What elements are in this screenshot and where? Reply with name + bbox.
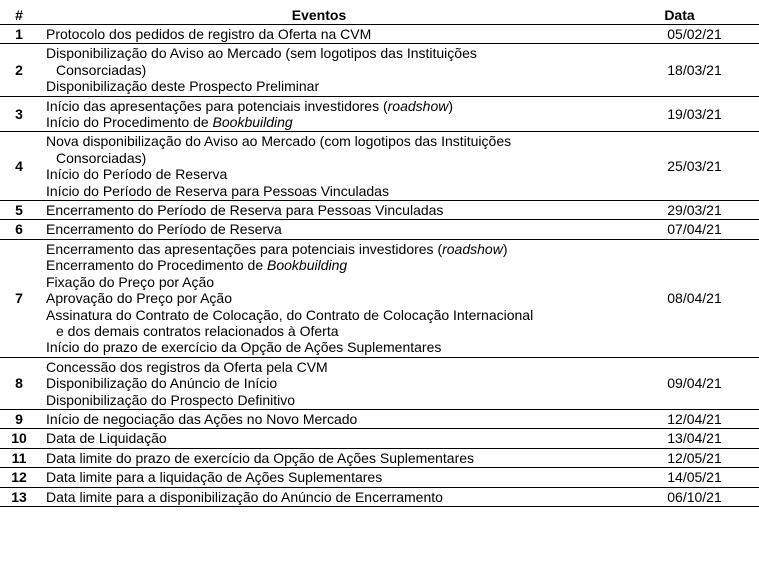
event-line xyxy=(46,469,596,485)
event-description xyxy=(38,468,600,487)
event-date: 12/04/21 xyxy=(600,409,759,428)
event-date: 07/04/21 xyxy=(600,220,759,239)
event-line xyxy=(46,114,596,130)
event-line-text: e dos demais contratos relacionados à Oferta xyxy=(56,322,339,339)
events-table-body xyxy=(0,25,759,507)
row-number: 5 xyxy=(0,201,38,220)
table-row xyxy=(0,132,759,201)
column-header-date: Data xyxy=(600,6,759,25)
event-date: 13/04/21 xyxy=(600,429,759,448)
event-line xyxy=(46,62,596,78)
event-line-text: Consorciadas) xyxy=(56,149,147,166)
event-description xyxy=(38,132,600,201)
event-date: 09/04/21 xyxy=(600,357,759,409)
event-line-text: Nova disponibilização do Aviso ao Mercado (com logotipos das Instituições xyxy=(46,133,512,150)
event-line-text: Encerramento do Período de Reserva xyxy=(46,221,282,238)
event-date: 18/03/21 xyxy=(600,44,759,96)
row-number: 13 xyxy=(0,487,38,506)
event-line-emphasis: roadshow xyxy=(442,240,503,257)
column-header-number: # xyxy=(0,6,38,25)
table-row xyxy=(0,487,759,506)
event-line xyxy=(46,202,596,218)
event-line xyxy=(46,98,596,114)
event-date: 19/03/21 xyxy=(600,96,759,132)
event-description xyxy=(38,239,600,357)
event-line-text: Fixação do Preço por Ação xyxy=(46,273,215,290)
event-date: 06/10/21 xyxy=(600,487,759,506)
event-line-text: Encerramento das apresentações para potenciais investidores ( xyxy=(46,240,443,257)
event-line xyxy=(46,45,596,61)
event-line xyxy=(46,307,596,323)
table-row xyxy=(0,239,759,357)
event-line xyxy=(46,411,596,427)
event-line-suffix: ) xyxy=(502,240,508,257)
row-number: 12 xyxy=(0,468,38,487)
event-date: 29/03/21 xyxy=(600,201,759,220)
event-description xyxy=(38,96,600,132)
events-table-header xyxy=(0,6,759,25)
event-line xyxy=(46,359,596,375)
event-line xyxy=(46,430,596,446)
event-line xyxy=(46,323,596,339)
event-line-text: Disponibilização do Prospecto Definitivo xyxy=(46,391,296,408)
event-line xyxy=(46,392,596,408)
event-description xyxy=(38,429,600,448)
event-line-text: Data limite do prazo de exercício da Opção de Ações Suplementares xyxy=(46,449,475,466)
table-row xyxy=(0,468,759,487)
event-line-text: Início do Período de Reserva xyxy=(46,166,228,183)
table-row xyxy=(0,25,759,44)
event-line-text: Data limite para a liquidação de Ações Suplementares xyxy=(46,469,383,486)
header-row xyxy=(0,6,759,25)
row-number: 3 xyxy=(0,96,38,132)
event-description xyxy=(38,44,600,96)
event-line-emphasis: Bookbuilding xyxy=(212,114,293,131)
event-date: 12/05/21 xyxy=(600,448,759,467)
event-line-text: Consorciadas) xyxy=(56,61,147,78)
table-row xyxy=(0,409,759,428)
event-line-emphasis: roadshow xyxy=(387,97,449,114)
event-line xyxy=(46,183,596,199)
event-description xyxy=(38,201,600,220)
event-line-text: Início do Período de Reserva para Pessoas Vinculadas xyxy=(46,182,389,199)
event-line xyxy=(46,241,596,257)
event-line-text: Encerramento do Procedimento de xyxy=(46,257,268,274)
row-number: 11 xyxy=(0,448,38,467)
row-number: 4 xyxy=(0,132,38,201)
table-row xyxy=(0,220,759,239)
event-line xyxy=(46,166,596,182)
row-number: 9 xyxy=(0,409,38,428)
event-line xyxy=(46,450,596,466)
event-line xyxy=(46,133,596,149)
row-number: 7 xyxy=(0,239,38,357)
column-header-events: Eventos xyxy=(38,6,600,25)
event-line-text: Disponibilização do Anúncio de Início xyxy=(46,375,278,392)
event-line-text: Data de Liquidação xyxy=(46,430,167,447)
event-line xyxy=(46,257,596,273)
row-number: 10 xyxy=(0,429,38,448)
event-description xyxy=(38,357,600,409)
event-line xyxy=(46,26,596,42)
event-line-text: Data limite para a disponibilização do Anúncio de Encerramento xyxy=(46,488,443,505)
event-line-suffix: ) xyxy=(448,97,454,114)
event-line-text: Assinatura do Contrato de Colocação, do Contrato de Colocação Internacional xyxy=(46,306,534,323)
event-line xyxy=(46,150,596,166)
event-line-text: Encerramento do Período de Reserva para Pessoas Vinculadas xyxy=(46,202,444,219)
event-line-text: Início das apresentações para potenciais investidores ( xyxy=(46,97,388,114)
event-line xyxy=(46,290,596,306)
row-number: 2 xyxy=(0,44,38,96)
row-number: 6 xyxy=(0,220,38,239)
table-row xyxy=(0,44,759,96)
table-row xyxy=(0,201,759,220)
table-row xyxy=(0,429,759,448)
table-row xyxy=(0,96,759,132)
event-line-text: Início do prazo de exercício da Opção de Ações Suplementares xyxy=(46,339,442,356)
event-line-text: Início de negociação das Ações no Novo Mercado xyxy=(46,410,358,427)
event-line-text: Início do Procedimento de xyxy=(46,114,213,131)
event-description xyxy=(38,220,600,239)
event-line xyxy=(46,375,596,391)
event-line-text: Concessão dos registros da Oferta pela CVM xyxy=(46,358,328,375)
event-line-text: Disponibilização do Aviso ao Mercado (sem logotipos das Instituições xyxy=(46,45,477,62)
row-number: 8 xyxy=(0,357,38,409)
event-line xyxy=(46,489,596,505)
event-line-text: Aprovação do Preço por Ação xyxy=(46,290,233,307)
events-table xyxy=(0,6,759,507)
event-line-text: Disponibilização deste Prospecto Preliminar xyxy=(46,78,320,95)
event-description xyxy=(38,409,600,428)
event-line-emphasis: Bookbuilding xyxy=(267,257,348,274)
event-date: 08/04/21 xyxy=(600,239,759,357)
event-line xyxy=(46,274,596,290)
event-line-text: Protocolo dos pedidos de registro da Oferta na CVM xyxy=(46,26,372,42)
table-row xyxy=(0,357,759,409)
event-line xyxy=(46,221,596,237)
event-description xyxy=(38,25,600,44)
table-row xyxy=(0,448,759,467)
event-date: 25/03/21 xyxy=(600,132,759,201)
event-line xyxy=(46,78,596,94)
event-description xyxy=(38,448,600,467)
event-date: 05/02/21 xyxy=(600,25,759,44)
event-date: 14/05/21 xyxy=(600,468,759,487)
event-line xyxy=(46,339,596,355)
event-description xyxy=(38,487,600,506)
row-number: 1 xyxy=(0,25,38,44)
